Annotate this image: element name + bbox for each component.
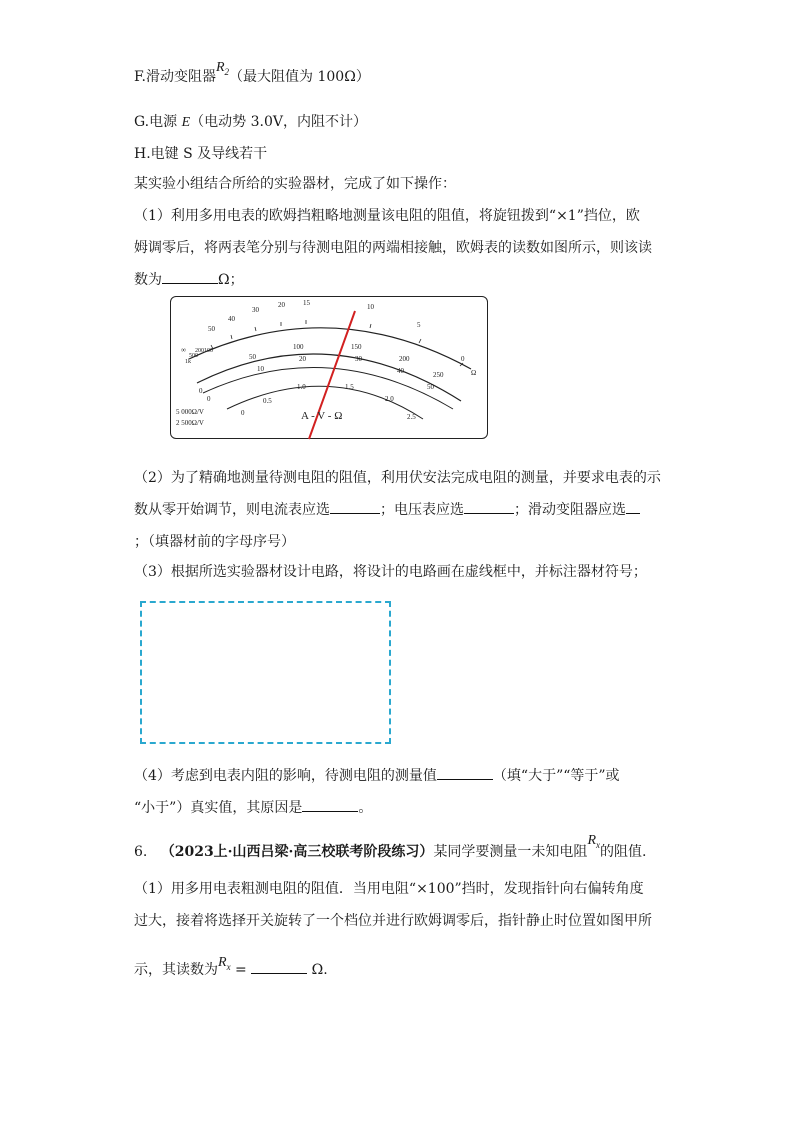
dc-tick: 200 — [399, 355, 410, 363]
low-tick: 2.0 — [385, 395, 394, 403]
low-tick: 0.5 — [263, 397, 272, 405]
ohm-tick: 15 — [303, 299, 310, 307]
ohm-tick: 5 — [417, 321, 421, 329]
ohm-unit: Ω — [471, 369, 477, 377]
high-tick: 1k — [185, 359, 191, 365]
q4-line2: “小于”）真实值，其原因是 。 — [134, 800, 373, 816]
reason-blank[interactable] — [302, 811, 358, 812]
ohm-tick: 50 — [208, 325, 215, 333]
q1-line1: （1）利用多用电表的欧姆挡粗略地测量该电阻的阻值，将旋钮拨到“×1”挡位，欧 — [134, 208, 640, 224]
low-tick: 1.0 — [297, 383, 306, 391]
ac-tick: 30 — [355, 355, 362, 363]
rheostat-answer-blank[interactable] — [626, 513, 640, 514]
ac-tick: 20 — [299, 355, 306, 363]
ohm-tick: 20 — [278, 301, 285, 309]
q2-line1: （2）为了精确地测量待测电阻的阻值，利用伏安法完成电阻的测量，并要求电表的示 — [134, 470, 661, 486]
problem-source: （2023上·山西吕梁·高三校联考阶段练习） — [160, 844, 434, 860]
p6-q1-line3: 示，其读数为$R_x = \Omega$. — [134, 955, 328, 978]
dc-tick: 0 — [199, 387, 203, 395]
dc-tick: 150 — [351, 343, 362, 351]
low-tick: 1.5 — [345, 383, 354, 391]
high-tick: 500 — [189, 353, 198, 359]
ac-tick: 0 — [207, 395, 211, 403]
measured-value-blank[interactable] — [437, 779, 493, 780]
problem-6-header: 6. （2023上·山西吕梁·高三校联考阶段练习）某同学要测量一未知电阻$R_x$的阻值. — [134, 833, 647, 860]
sensitivity-spec-1: 5 000Ω/V — [176, 408, 204, 416]
q4-line1: （4）考虑到电表内阻的影响，待测电阻的测量值 （填“大于”“等于”或 — [134, 768, 620, 784]
ohm-tick: 0 — [461, 355, 465, 363]
item-f: F.滑动变阻器$R_2$（最大阻值为 100Ω） — [134, 60, 370, 85]
ohm-tick: 40 — [228, 315, 235, 323]
q2-line3: ；（填器材前的字母序号） — [134, 534, 295, 550]
r2-symbol: $R_2$ — [215, 60, 230, 77]
rx-symbol: $R_x$ — [587, 833, 600, 850]
dc-tick: 50 — [249, 353, 256, 361]
q1-answer-blank[interactable] — [162, 283, 218, 284]
dc-tick: 250 — [433, 371, 444, 379]
ohm-tick: 10 — [367, 303, 374, 311]
dc-tick: 100 — [293, 343, 304, 351]
q1-line2: 姆调零后，将两表笔分别与待测电阻的两端相接触，欧姆表的读数如图所示，则该读 — [134, 240, 652, 256]
sensitivity-spec-2: 2 500Ω/V — [176, 419, 204, 427]
low-tick: 2.5 — [407, 413, 416, 421]
high-tick: 200100 — [195, 348, 213, 354]
center-label: A - V - Ω — [301, 410, 343, 422]
ac-tick: 10 — [257, 365, 264, 373]
multimeter-dial — [171, 297, 489, 440]
multimeter-figure — [170, 296, 488, 439]
ohm-scale-arc — [189, 328, 471, 369]
ammeter-answer-blank[interactable] — [330, 513, 380, 514]
q3-text: （3）根据所选实验器材设计电路，将设计的电路画在虚线框中，并标注器材符号； — [134, 564, 647, 580]
p6-q1-line2: 过大，接着将选择开关旋转了一个档位并进行欧姆调零后，指针静止时位置如图甲所 — [134, 913, 652, 929]
ac-tick: 40 — [397, 367, 404, 375]
p6-q1-line1: （1）用多用电表粗测电阻的阻值．当用电阻“×100”挡时，发现指针向右偏转角度 — [134, 881, 644, 897]
infinity-mark: ∞ — [181, 346, 186, 354]
rx-symbol: $R_x$ — [218, 955, 231, 972]
item-h: H.电键 S 及导线若干 — [134, 146, 268, 162]
item-g: G.电源 E（电动势 3.0V，内阻不计） — [134, 114, 367, 130]
voltmeter-answer-blank[interactable] — [464, 513, 514, 514]
ohm-tick: 30 — [252, 306, 259, 314]
dc-scale-arc — [197, 354, 461, 401]
q2-line2: 数从零开始调节，则电流表应选 ；电压表应选 ；滑动变阻器应选 — [134, 500, 640, 520]
circuit-drawing-box[interactable] — [140, 601, 391, 744]
intro-text: 某实验小组结合所给的实验器材，完成了如下操作： — [134, 176, 456, 192]
q1-line3: 数为 Ω； — [134, 272, 244, 288]
rx-answer-blank[interactable] — [251, 973, 307, 974]
ac-tick: 50 — [427, 383, 434, 391]
low-tick: 0 — [241, 409, 245, 417]
